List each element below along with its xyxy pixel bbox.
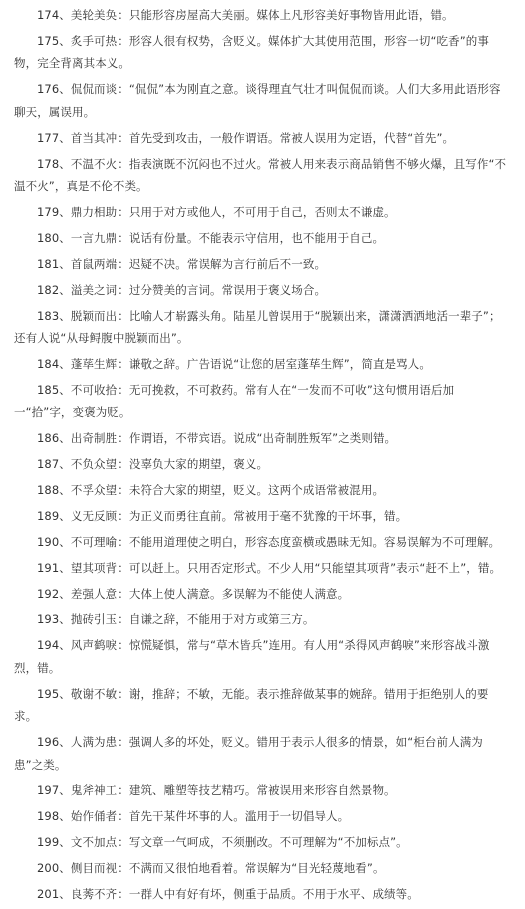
list-item: 184、蓬荜生辉：谦敬之辞。广告语说“让您的居室蓬荜生辉”，简直是骂人。 bbox=[37, 356, 431, 371]
list-item: 187、不负众望：没辜负大家的期望，褒义。 bbox=[37, 457, 269, 472]
list-item: 186、出奇制胜：作谓语，不带宾语。说成“出奇制胜叛军”之类则错。 bbox=[37, 431, 397, 446]
list-item: 200、侧目而视：不满而又很怕地看着。常误解为“目光轻蔑地看”。 bbox=[37, 861, 385, 876]
list-item: 198、始作俑者：首先干某件坏事的人。滥用于一切倡导人。 bbox=[37, 809, 350, 824]
list-item: 190、不可理喻：不能用道理使之明白，形容态度蛮横或愚昧无知。容易误解为不可理解。 bbox=[37, 534, 501, 549]
list-item: 191、望其项背：可以赶上。只用否定形式。不少人用“只能望其项背”表示“赶不上”，错。 bbox=[37, 560, 502, 575]
list-item: 176、侃侃而谈：“侃侃”本为刚直之意。谈得理直气壮才叫侃侃而谈。人们大多用此语形容聊天，属误用。 bbox=[14, 82, 501, 119]
list-item: 185、不可收拾：无可挽救，不可救药。常有人在“一发而不可收”这句惯用语后加一“拾”字，变褒为贬。 bbox=[14, 382, 455, 420]
list-item: 189、义无反顾：为正义而勇往直前。常被用于毫不犹豫的干坏事，错。 bbox=[37, 508, 408, 523]
list-item: 177、首当其冲：首先受到攻击，一般作谓语。常被人误用为定语，代替“首先”。 bbox=[37, 130, 455, 145]
list-item: 194、风声鹤唳：惊慌疑惧，常与“草木皆兵”连用。有人用“杀得风声鹤唳”来形容战斗激烈，错。 bbox=[14, 638, 490, 675]
list-item: 199、文不加点：写文章一气呵成，不须删改。不可理解为“不加标点”。 bbox=[37, 835, 408, 850]
list-item: 196、人满为患：强调人多的坏处，贬义。错用于表示人很多的情景，如“柜台前人满为患”之类。 bbox=[14, 735, 483, 772]
list-item: 195、敬谢不敏：谢，推辞；不敏，无能。表示推辞做某事的婉辞。错用于拒绝别人的要求。 bbox=[14, 686, 489, 724]
list-item: 193、抛砖引玉：自谦之辞，不能用于对方或第三方。 bbox=[37, 612, 315, 627]
list-item: 179、鼎力相助：只用于对方或他人，不可用于自己，否则太不谦虚。 bbox=[37, 204, 396, 219]
list-item: 201、良莠不齐：一群人中有好有坏，侧重于品质。不用于水平、成绩等。 bbox=[37, 887, 419, 902]
list-item: 174、美轮美奂：只能形容房屋高大美丽。媒体上凡形容美好事物皆用此语，错。 bbox=[37, 8, 454, 22]
list-item: 197、鬼斧神工：建筑、雕塑等技艺精巧。常被误用来形容自然景物。 bbox=[37, 783, 396, 798]
list-item: 178、不温不火：指表演既不沉闷也不过火。常被人用来表示商品销售不够火爆，且写作“不温不火”，真是不伦不类。 bbox=[14, 156, 507, 194]
list-item: 182、溢美之词：过分赞美的言词。常误用于褒义场合。 bbox=[37, 282, 327, 297]
list-item: 180、一言九鼎：说话有份量。不能表示守信用，也不能用于自己。 bbox=[37, 230, 385, 245]
list-item: 188、不孚众望：未符合大家的期望，贬义。这两个成语常被混用。 bbox=[37, 482, 385, 497]
list-item: 183、脱颖而出：比喻人才崭露头角。陆星儿曾误用于“脱颖出来，潇潇洒洒地活一辈子”；还有人说“从母鲟腹中脱颖而出”。 bbox=[14, 308, 501, 346]
list-item: 181、首鼠两端：迟疑不决。常误解为言行前后不一致。 bbox=[37, 256, 327, 271]
list-item: 175、炙手可热：形容人很有权势，含贬义。媒体扩大其使用范围，形容一切“吃香”的事物，完全背离其本义。 bbox=[14, 33, 489, 71]
list-item: 192、差强人意：大体上使人满意。多误解为不能使人满意。 bbox=[37, 586, 350, 601]
